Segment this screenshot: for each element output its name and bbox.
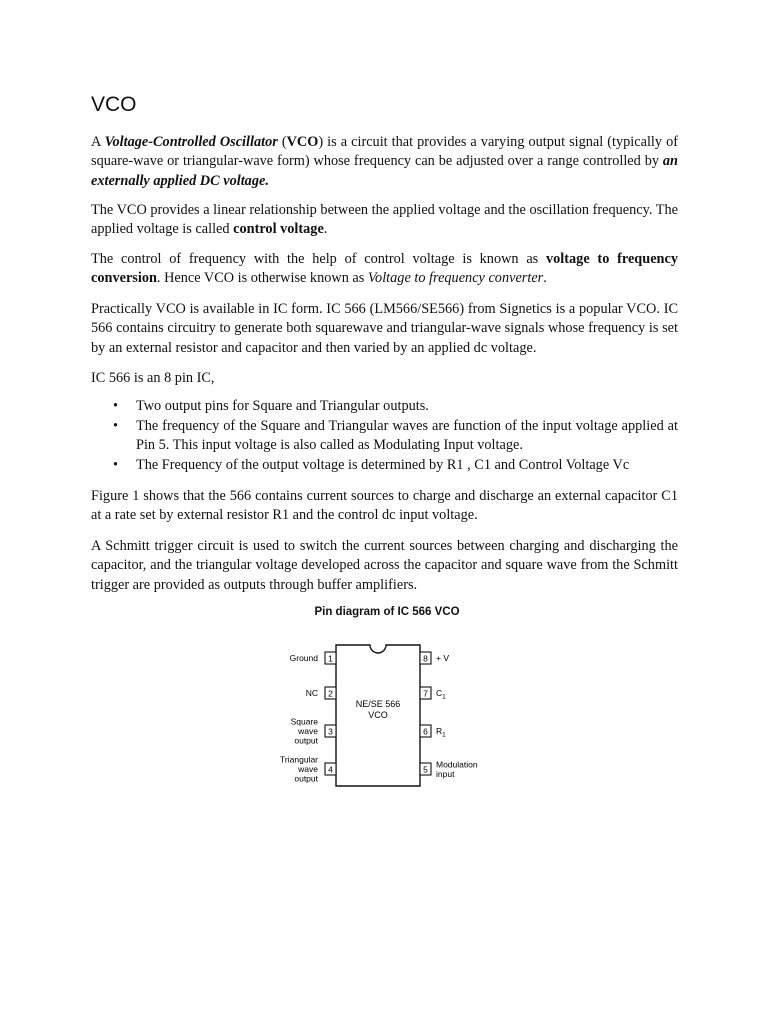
pin-number: 2 (328, 688, 333, 699)
pin-label: Triangular (280, 754, 318, 765)
pin-label: $C_1$ (436, 688, 446, 701)
text-run: The control of frequency with the help of control voltage is known as (91, 251, 546, 267)
pin-label: output (294, 773, 318, 784)
text-run: . (543, 270, 547, 287)
term-vco: VCO (286, 134, 319, 150)
pin-diagram-figure (262, 606, 512, 796)
pin-label: Modulation (436, 759, 478, 770)
list-item-text: The Frequency of the output voltage is determined by R1 , C1 and Control Voltage Vc (136, 456, 630, 473)
pin-label: output (294, 735, 318, 746)
term-dc-voltage: an externally applied DC voltage. (91, 153, 678, 189)
pin-number: 6 (423, 726, 428, 737)
bullet-icon: • (113, 417, 119, 434)
text-run: The VCO provides a linear relationship between the applied voltage and the oscillation frequency. The applied voltage is called (91, 202, 678, 238)
term-voltage-to-frequency-converter: Voltage to frequency converter (367, 270, 544, 287)
paragraph-figure-1: Figure 1 shows that the 566 contains current sources to charge and discharge an external capacitor C1 at a rate set by external resistor R1 and the control dc input voltage. (91, 488, 678, 524)
term-voltage-controlled-oscillator: Voltage-Controlled Oscillator (104, 134, 278, 150)
paragraph-schmitt-trigger: A Schmitt trigger circuit is used to switch the current sources between charging and discharging the capacitor, and the triangular voltage developed across the capacitor and square wave from the Schmitt trigger are provided as outputs through buffer amplifiers. (91, 538, 678, 593)
bullet-icon: • (113, 398, 119, 414)
chip-label: NE/SE 566 (355, 699, 401, 709)
pin-number: 7 (423, 688, 428, 699)
paragraph-definition (91, 133, 678, 191)
list-item-text: The frequency of the Square and Triangular waves are function of the input voltage applied at Pin 5. This input voltage is also called as Modulating Input voltage. (136, 417, 678, 454)
pin-number: 8 (423, 653, 428, 664)
pin-label: $R_1$ (436, 726, 446, 739)
list-item-text: Two output pins for Square and Triangular outputs. (136, 398, 429, 414)
text-run: . (323, 221, 328, 238)
text-run: ) is a circuit that provides a varying output signal (typically of square-wave or triangular-wave form) whose frequency can be adjusted over a range controlled by (91, 134, 678, 170)
text-run: ( (277, 134, 287, 150)
term-voltage-to-frequency-conversion: voltage to frequency conversion (91, 251, 678, 287)
paragraph-linear-relationship (91, 201, 678, 240)
pin-number: 5 (423, 764, 428, 775)
page-title: VCO (91, 93, 137, 116)
pin-label: wave (298, 764, 318, 774)
bullet-icon: • (113, 456, 119, 473)
pin-label: NC (305, 688, 318, 698)
text-run: . Hence VCO is otherwise known as (156, 270, 368, 287)
pin-number: 4 (328, 764, 333, 775)
pin-label: Square (290, 716, 318, 727)
pin-label: Ground (289, 653, 318, 663)
pin-number: 1 (328, 653, 333, 664)
pin-label: input (436, 768, 455, 779)
text-run: A (91, 134, 105, 150)
list-item (91, 417, 678, 456)
list-item (91, 397, 678, 417)
bullet-list (91, 397, 678, 475)
figure-title: Pin diagram of IC 566 VCO (314, 606, 460, 618)
paragraph-conversion (91, 250, 678, 289)
pin-diagram (262, 606, 512, 796)
chip-label: VCO (368, 710, 388, 720)
paragraph-8-pin: IC 566 is an 8 pin IC, (91, 370, 215, 386)
pin-number: 3 (328, 726, 333, 737)
pin-label: wave (298, 726, 318, 736)
term-control-voltage: control voltage (233, 221, 324, 238)
pin-label: + V (436, 653, 449, 663)
list-item (91, 456, 678, 476)
paragraph-ic-form: Practically VCO is available in IC form. IC 566 (LM566/SE566) from Signetics is a popular VCO. IC 566 contains circuitry to generate both squarewave and triangular-wave signals whose frequency is set by an external resistor and capacitor and then varied by an applied dc voltage. (91, 301, 678, 356)
